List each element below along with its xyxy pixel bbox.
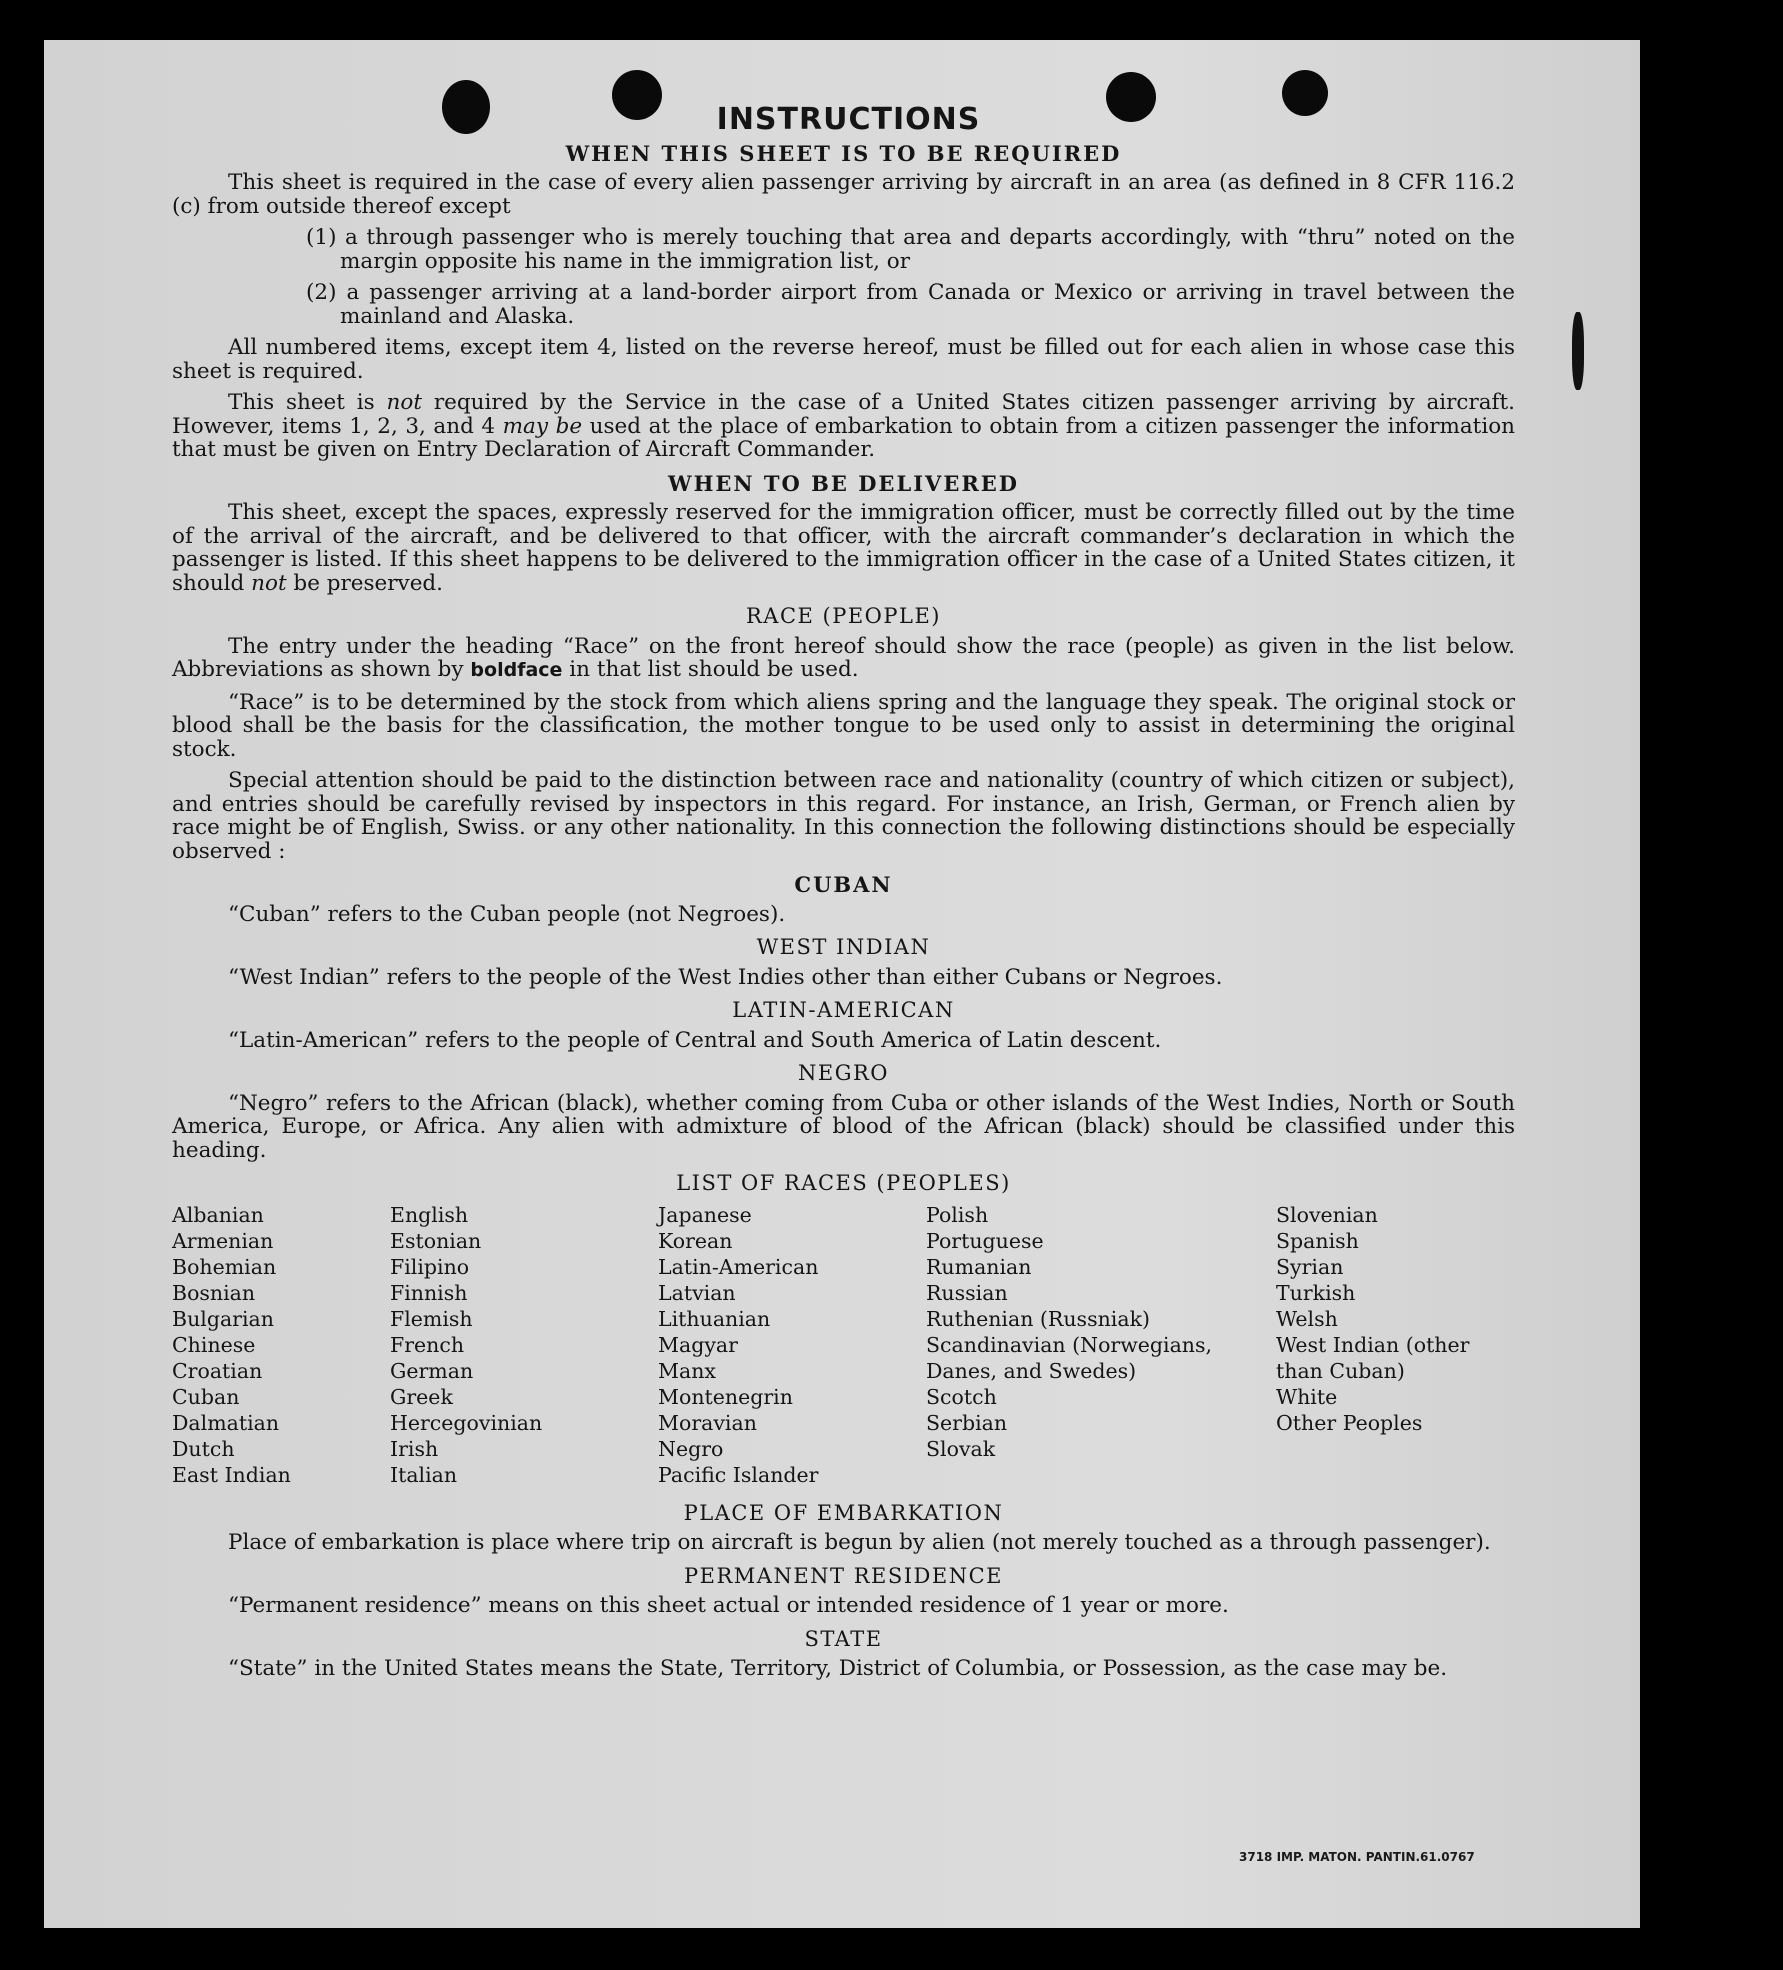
race-entry: Welsh — [1276, 1306, 1338, 1331]
section-heading: LIST OF RACES (PEOPLES) — [676, 1171, 1011, 1195]
ink-mark — [1572, 312, 1584, 390]
race-entry: Rumanian — [926, 1254, 1032, 1279]
race-entry: Dutch — [172, 1436, 235, 1461]
race-entry: Latin-American — [658, 1254, 819, 1279]
page-title: INSTRUCTIONS — [716, 102, 981, 137]
races-column — [1276, 1202, 1515, 1488]
race-entry: Portuguese — [926, 1228, 1044, 1253]
race-entry: Chinese — [172, 1332, 256, 1357]
race-entry: Armenian — [172, 1228, 274, 1253]
race-entry: Croatian — [172, 1358, 263, 1383]
list-item: (2) a passenger arriving at a land-border airport from Canada or Mexico or arriving in travel between the mainland and Alaska. — [306, 280, 1515, 329]
race-entry: Cuban — [172, 1384, 240, 1409]
race-entry: Flemish — [390, 1306, 473, 1331]
paragraph: “Permanent residence” means on this sheet actual or intended residence of 1 year or more. — [228, 1593, 1229, 1618]
section-heading: CUBAN — [794, 872, 893, 897]
paragraph: “West Indian” refers to the people of the West Indies other than either Cubans or Negroes. — [228, 964, 1223, 990]
race-entry: Polish — [926, 1202, 989, 1227]
paragraph: Place of embarkation is place where trip on aircraft is begun by alien (not merely touched as a through passenger). — [228, 1530, 1491, 1555]
document-page — [44, 40, 1640, 1928]
section-heading: WHEN THIS SHEET IS TO BE REQUIRED — [565, 140, 1122, 166]
paragraph: This sheet is required in the case of every alien passenger arriving by aircraft in an area (as defined in 8 CFR 116.2 (c) from outside thereof except — [172, 170, 1515, 219]
race-entry: English — [390, 1202, 469, 1227]
section-heading: NEGRO — [797, 1061, 889, 1085]
race-entry: Other Peoples — [1276, 1410, 1423, 1435]
paragraph: All numbered items, except item 4, listed on the reverse hereof, must be filled out for each alien in whose case this sheet is required. — [172, 335, 1515, 384]
race-entry: Bohemian — [172, 1254, 277, 1279]
race-entry: Lithuanian — [658, 1306, 771, 1331]
races-column — [390, 1202, 658, 1488]
races-column — [926, 1202, 1276, 1488]
races-column — [658, 1202, 926, 1488]
paragraph: “Latin-American” refers to the people of Central and South America of Latin descent. — [228, 1027, 1162, 1053]
list-item: (1) a through passenger who is merely touching that area and departs accordingly, with “thru” noted on the margin opposite his name in the immigration list, or — [306, 225, 1515, 274]
race-entry: Manx — [658, 1358, 716, 1383]
race-entry: Pacific Islander — [658, 1462, 819, 1487]
race-entry: French — [390, 1332, 465, 1357]
section-heading: PLACE OF EMBARKATION — [683, 1500, 1004, 1525]
race-entry: Japanese — [658, 1202, 752, 1227]
paragraph: “Cuban” refers to the Cuban people (not Negroes). — [228, 901, 786, 927]
race-entry: Serbian — [926, 1410, 1008, 1435]
race-entry: Russian — [926, 1280, 1008, 1305]
section-heading: PERMANENT RESIDENCE — [684, 1563, 1003, 1588]
race-entry: Scandinavian (Norwegians, Danes, and Swedes) — [926, 1332, 1213, 1383]
instructions-content — [172, 102, 1515, 1689]
printer-imprint: 3718 IMP. MATON. PANTIN.61.0767 — [1239, 1850, 1475, 1864]
race-entry: Estonian — [390, 1228, 482, 1253]
section-heading: WHEN TO BE DELIVERED — [667, 470, 1019, 496]
section-heading: LATIN-AMERICAN — [732, 998, 955, 1022]
paragraph: “Negro” refers to the African (black), whether coming from Cuba or other islands of the West Indies, North or South America, Europe, or Africa. Any alien with admixture of blood of the African (black) should be classified under this heading. — [172, 1090, 1515, 1163]
race-entry: Magyar — [658, 1332, 738, 1357]
race-entry: German — [390, 1358, 474, 1383]
races-list — [172, 1202, 1515, 1488]
race-entry: Spanish — [1276, 1228, 1359, 1253]
race-entry: Irish — [390, 1436, 439, 1461]
race-entry: Hercegovinian — [390, 1410, 543, 1435]
race-entry: Korean — [658, 1228, 733, 1253]
race-entry: Ruthenian (Russniak) — [926, 1306, 1150, 1331]
section-heading: RACE (PEOPLE) — [745, 604, 942, 628]
race-entry: Montenegrin — [658, 1384, 793, 1409]
section-heading: STATE — [804, 1626, 883, 1651]
races-column — [172, 1202, 390, 1488]
race-entry: Slovenian — [1276, 1202, 1378, 1227]
race-entry: Syrian — [1276, 1254, 1344, 1279]
paragraph: Special attention should be paid to the distinction between race and nationality (country of which citizen or subject), and entries should be carefully revised by inspectors in this regard. For instance, an Irish, German, or French alien by race might be of English, Swiss. or any other nationality. In this connection the following distinctions should be especially observed : — [172, 768, 1515, 864]
race-entry: Latvian — [658, 1280, 736, 1305]
race-entry: Bosnian — [172, 1280, 256, 1305]
race-entry: West Indian (other than Cuban) — [1276, 1332, 1470, 1383]
race-entry: Italian — [390, 1462, 458, 1487]
race-entry: Negro — [658, 1436, 724, 1461]
paragraph: This sheet is not required by the Service in the case of a United States citizen passenger arriving by aircraft. However, items 1, 2, 3, and 4 may be used at the place of embarkation to obtain from a citizen passenger the information that must be given on Entry Declaration of Aircraft Commander. — [172, 390, 1515, 462]
paragraph: “Race” is to be determined by the stock from which aliens spring and the language they speak. The original stock or blood shall be the basis for the classification, the mother tongue to be used only to assist in determining the original stock. — [172, 689, 1515, 762]
race-entry: Finnish — [390, 1280, 468, 1305]
paragraph: The entry under the heading “Race” on the front hereof should show the race (people) as given in the list below. Abbreviations as shown by boldface in that list should be used. — [172, 633, 1515, 682]
race-entry: Moravian — [658, 1410, 757, 1435]
race-entry: Greek — [390, 1384, 453, 1409]
paragraph: “State” in the United States means the State, Territory, District of Columbia, or Possession, as the case may be. — [228, 1656, 1448, 1681]
race-entry: Filipino — [390, 1254, 470, 1279]
section-heading: WEST INDIAN — [756, 935, 931, 959]
race-entry: Turkish — [1276, 1280, 1356, 1305]
race-entry: Bulgarian — [172, 1306, 274, 1331]
paragraph: This sheet, except the spaces, expressly reserved for the immigration officer, must be correctly filled out by the time of the arrival of the aircraft, and be delivered to that officer, with the aircraft commander’s declaration in which the passenger is listed. If this sheet happens to be delivered to the immigration officer in the case of a United States citizen, it should not be preserved. — [172, 500, 1515, 596]
race-entry: Dalmatian — [172, 1410, 280, 1435]
race-entry: Albanian — [172, 1202, 264, 1227]
race-entry: Scotch — [926, 1384, 997, 1409]
race-entry: East Indian — [172, 1462, 291, 1487]
race-entry: Slovak — [926, 1436, 996, 1461]
race-entry: White — [1276, 1384, 1338, 1409]
